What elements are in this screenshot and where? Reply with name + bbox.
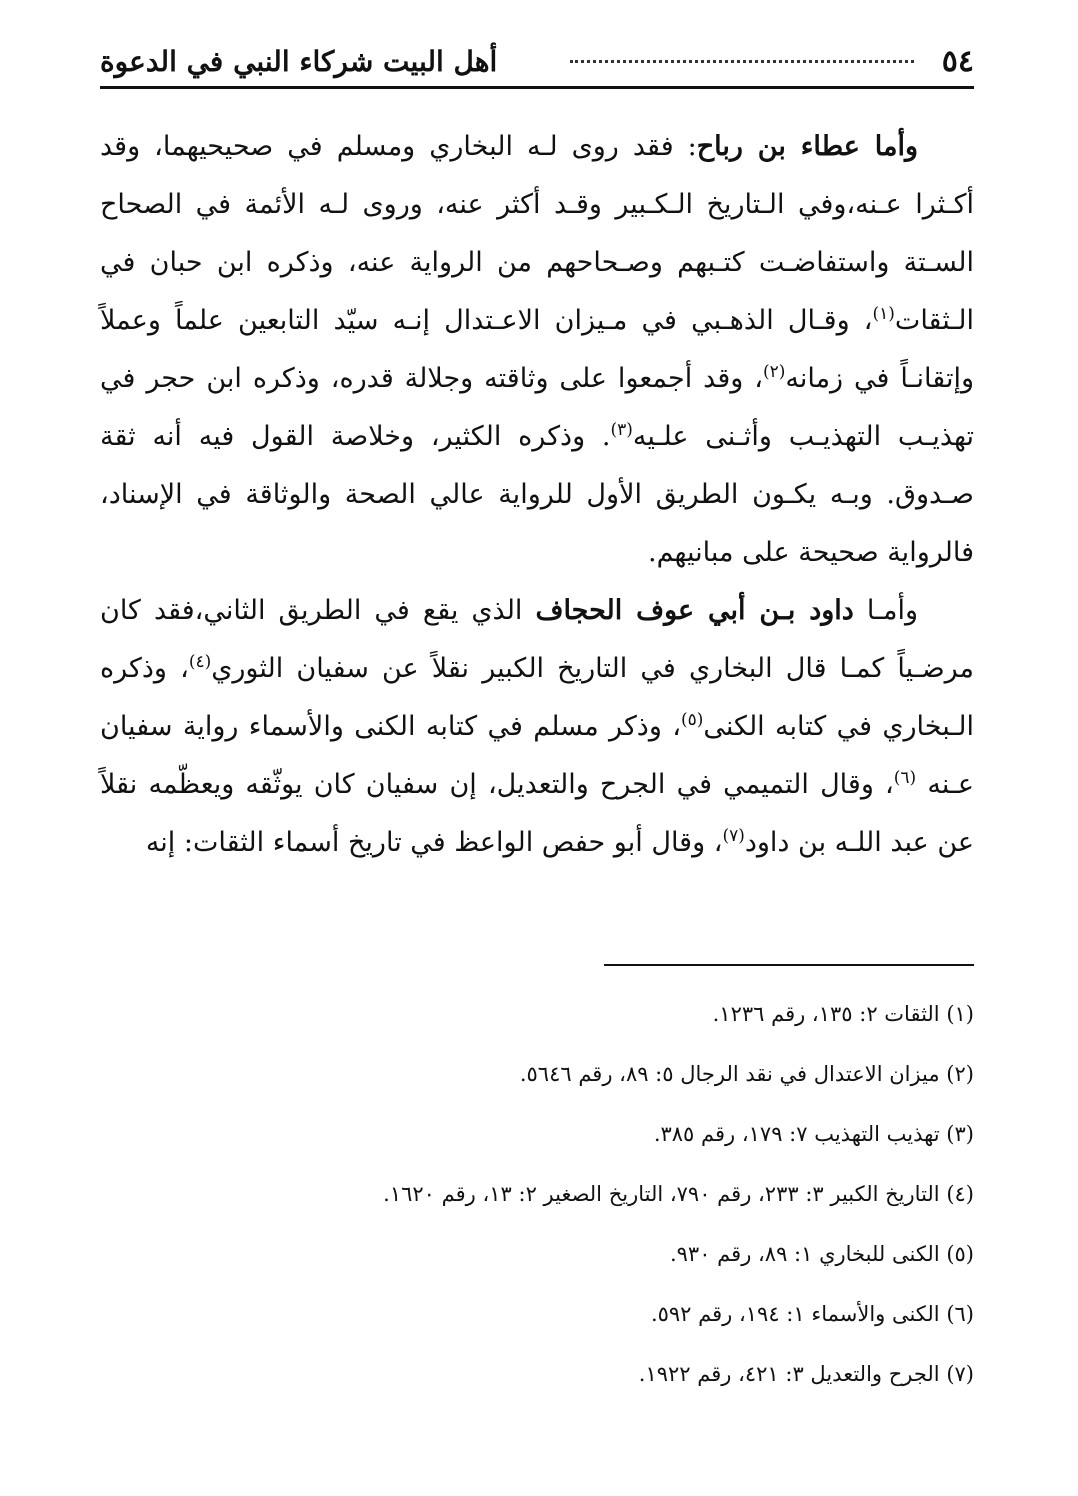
footnote-separator: [604, 964, 974, 966]
footnote-1: (١) الثقات ٢: ١٣٥، رقم ١٢٣٦.: [712, 1002, 974, 1026]
footnote-ref-2: (٢): [762, 362, 786, 382]
footnote-ref-6: (٦): [893, 768, 917, 788]
text-span: ، وذكر مسلم في كتابه الكنى والأسماء رواية سفيان عـنه: [100, 711, 974, 800]
paragraph-2: [100, 582, 974, 872]
footnote-7: (٧) الجرح والتعديل ٣: ٤٢١، رقم ١٩٢٢.: [638, 1362, 974, 1386]
text-span: الذي يقع في الطريق الثاني،فقد كان مرضـياً كمـا قال البخاري في التاريخ الكبير نقلاً عن سفيان الثوري: [100, 595, 974, 684]
text-span: وأمـا: [853, 595, 918, 626]
paragraph-1: [100, 118, 974, 582]
footnote-ref-5: (٥): [680, 710, 704, 730]
text-span: ، وقال أبو حفص الواعظ في تاريخ أسماء الثقات: إنه: [145, 827, 723, 858]
footnote-ref-7: (٧): [722, 826, 745, 846]
footnote-ref-1: (١): [872, 304, 895, 324]
page-header: [100, 40, 974, 88]
main-text: [100, 118, 974, 872]
footnote-4: (٤) التاريخ الكبير ٣: ٢٣٣، رقم ٧٩٠، التاريخ الصغير ٢: ١٣، رقم ١٦٢٠.: [383, 1182, 974, 1206]
text-span: ، وذكره الـبخاري في كتابه الكنى: [100, 653, 974, 742]
text-span: : فقد روى لـه البخاري ومسلم في صحيحيهما، وقد أكـثرا عـنه،وفي الـتاريخ الـكـبير وقـد أكثر عنه، وروى لـه الأئمة في الصحاح السـتة واستفاضـت كتـبهم وصـحاحهم من الرواية عنه، وذكره ابن حبان في الـثقات: [100, 131, 974, 336]
text-span: ، وقـال الذهـبي في مـيزان الاعـتدال إنـه سيّد التابعين علماً وعملاً وإتقانـاً في زمانه: [100, 305, 974, 394]
text-span: . وذكره الكثير، وخلاصة القول فيه أنه ثقة صـدوق. وبـه يكـون الطريق الأول للرواية عالي الصحة والوثاقة في الإسناد، فالرواية صحيحة على مبانيهم.: [100, 421, 974, 568]
footnote-3: (٣) تهذيب التهذيب ٧: ١٧٩، رقم ٣٨٥.: [653, 1122, 974, 1146]
page-number: ٥٤: [941, 44, 974, 79]
running-title: أهل البيت شركاء النبي في الدعوة: [100, 45, 498, 78]
footnote-5: (٥) الكنى للبخاري ١: ٨٩، رقم ٩٣٠.: [669, 1242, 974, 1266]
header-rule: [100, 86, 974, 89]
header-dotted-leader: [570, 60, 914, 63]
footnote-ref-3: (٣): [610, 420, 633, 440]
footnote-2: (٢) ميزان الاعتدال في نقد الرجال ٥: ٨٩، رقم ٥٦٤٦.: [519, 1062, 974, 1086]
bold-name-ata: وأما عطاء بن رباح: [696, 131, 918, 162]
bold-name-dawud: داود بـن أبي عوف الحجاف: [535, 595, 854, 626]
footnote-6: (٦) الكنى والأسماء ١: ١٩٤، رقم ٥٩٢.: [650, 1302, 974, 1326]
footnote-ref-4: (٤): [188, 652, 212, 672]
text-span: ، وقد أجمعوا على وثاقته وجلالة قدره، وذكره ابن حجر في تهذيـب التهذيـب وأثـنى علـيه: [100, 363, 974, 452]
text-span: ، وقال التميمي في الجرح والتعديل، إن سفيان كان يوثّقه ويعظّمه نقلاً عن عبد اللـه بن داود: [100, 769, 974, 858]
footnotes: [104, 1000, 974, 1420]
